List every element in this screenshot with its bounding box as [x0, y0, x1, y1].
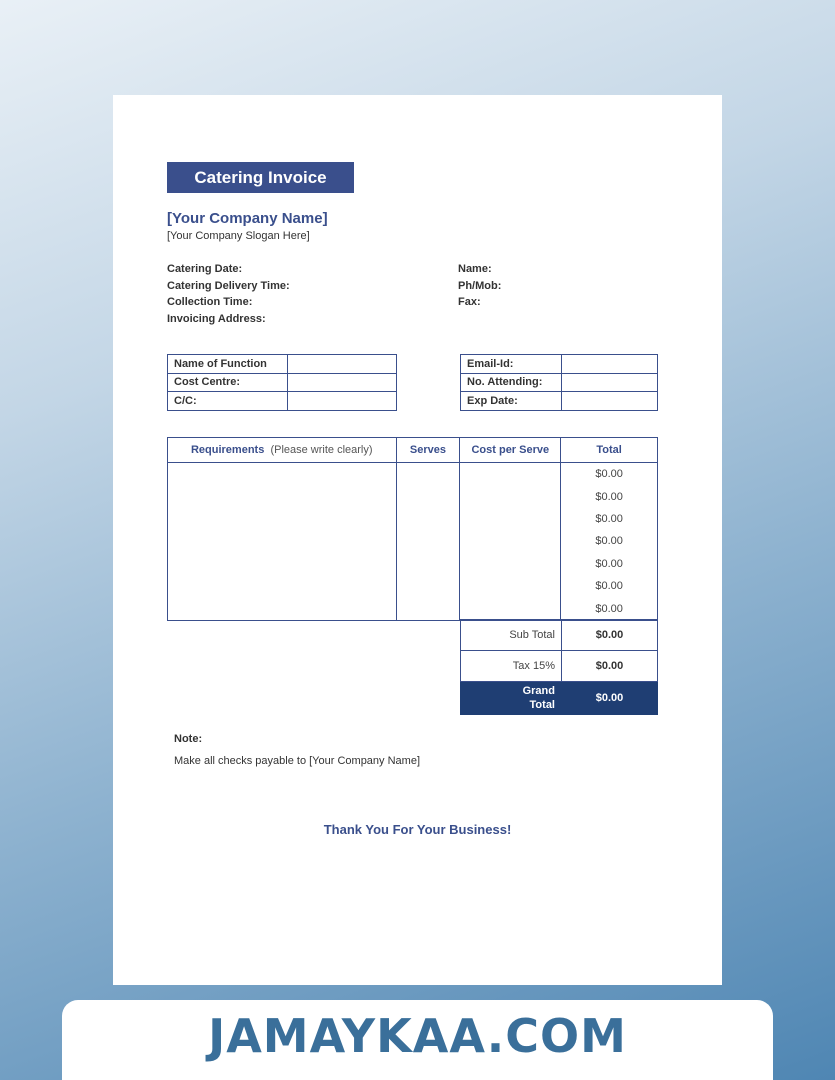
tax-label: Tax 15%: [461, 651, 562, 682]
fax-label: Fax:: [458, 296, 481, 308]
invoicing-address-label: Invoicing Address:: [167, 312, 266, 325]
email-label: Email-Id:: [461, 355, 562, 374]
cc-field[interactable]: [288, 392, 397, 411]
cc-label: C/C:: [168, 392, 288, 411]
cost-centre-label: Cost Centre:: [168, 373, 288, 392]
summary-table: [460, 619, 658, 715]
serves-header: Serves: [396, 438, 460, 463]
items-header-row: [168, 438, 658, 463]
line-total: $0.00: [595, 468, 623, 481]
serves-column[interactable]: [396, 463, 460, 621]
line-total: $0.00: [595, 557, 623, 570]
email-field[interactable]: [562, 355, 658, 374]
table-row: [168, 373, 397, 392]
grand-total-value: $0.00: [562, 682, 658, 715]
total-column: [561, 463, 658, 621]
note-text: Make all checks payable to [Your Company Name]: [174, 755, 420, 767]
line-total: $0.00: [595, 490, 623, 503]
contact-details: [458, 261, 501, 311]
company-name: [Your Company Name]: [167, 210, 328, 227]
thank-you-message: Thank You For Your Business!: [323, 822, 512, 837]
sub-total-label: Sub Total: [461, 620, 562, 651]
line-total: $0.00: [595, 535, 623, 548]
requirements-header: [168, 438, 397, 463]
catering-details: [167, 261, 290, 327]
requirements-header-label: Requirements: [190, 444, 265, 456]
table-row: [461, 355, 658, 374]
cost-per-serve-column[interactable]: [460, 463, 561, 621]
requirements-hint: (Please write clearly): [270, 444, 373, 456]
exp-date-field[interactable]: [562, 392, 658, 411]
name-label: Name:: [458, 263, 492, 275]
line-total: $0.00: [595, 602, 623, 615]
tax-value: $0.00: [562, 651, 658, 682]
note-label: Note:: [174, 733, 203, 745]
invoice-title: Catering Invoice: [167, 162, 354, 193]
invoice-page: [113, 95, 722, 985]
contact-table: [460, 354, 658, 411]
line-total: $0.00: [595, 580, 623, 593]
delivery-time-label: Catering Delivery Time:: [167, 279, 290, 292]
cost-per-serve-header: Cost per Serve: [460, 438, 561, 463]
attending-field[interactable]: [562, 373, 658, 392]
items-table: [167, 437, 658, 621]
watermark-banner: [62, 1000, 773, 1080]
grand-total-label-line1: Grand: [522, 685, 555, 697]
attending-label: No. Attending:: [461, 373, 562, 392]
table-row: [461, 373, 658, 392]
cost-centre-field[interactable]: [288, 373, 397, 392]
table-row: [168, 392, 397, 411]
line-total: $0.00: [595, 512, 623, 525]
total-header: Total: [561, 438, 658, 463]
tax-row: [461, 651, 658, 682]
function-table: [167, 354, 397, 411]
phone-label: Ph/Mob:: [458, 279, 502, 292]
function-name-label: Name of Function: [168, 355, 288, 374]
sub-total-value: $0.00: [562, 620, 658, 651]
watermark-text: JAMAYKAA.COM: [208, 1009, 627, 1063]
items-body-row: [168, 463, 658, 621]
function-name-field[interactable]: [288, 355, 397, 374]
grand-total-label: [461, 682, 562, 715]
company-slogan: [Your Company Slogan Here]: [167, 230, 310, 242]
grand-total-label-line2: Total: [529, 699, 555, 711]
collection-time-label: Collection Time:: [167, 296, 253, 308]
table-row: [168, 355, 397, 374]
grand-total-row: [461, 682, 658, 715]
sub-total-row: [461, 620, 658, 651]
table-row: [461, 392, 658, 411]
exp-date-label: Exp Date:: [461, 392, 562, 411]
catering-date-label: Catering Date:: [167, 263, 243, 275]
requirements-column[interactable]: [168, 463, 397, 621]
